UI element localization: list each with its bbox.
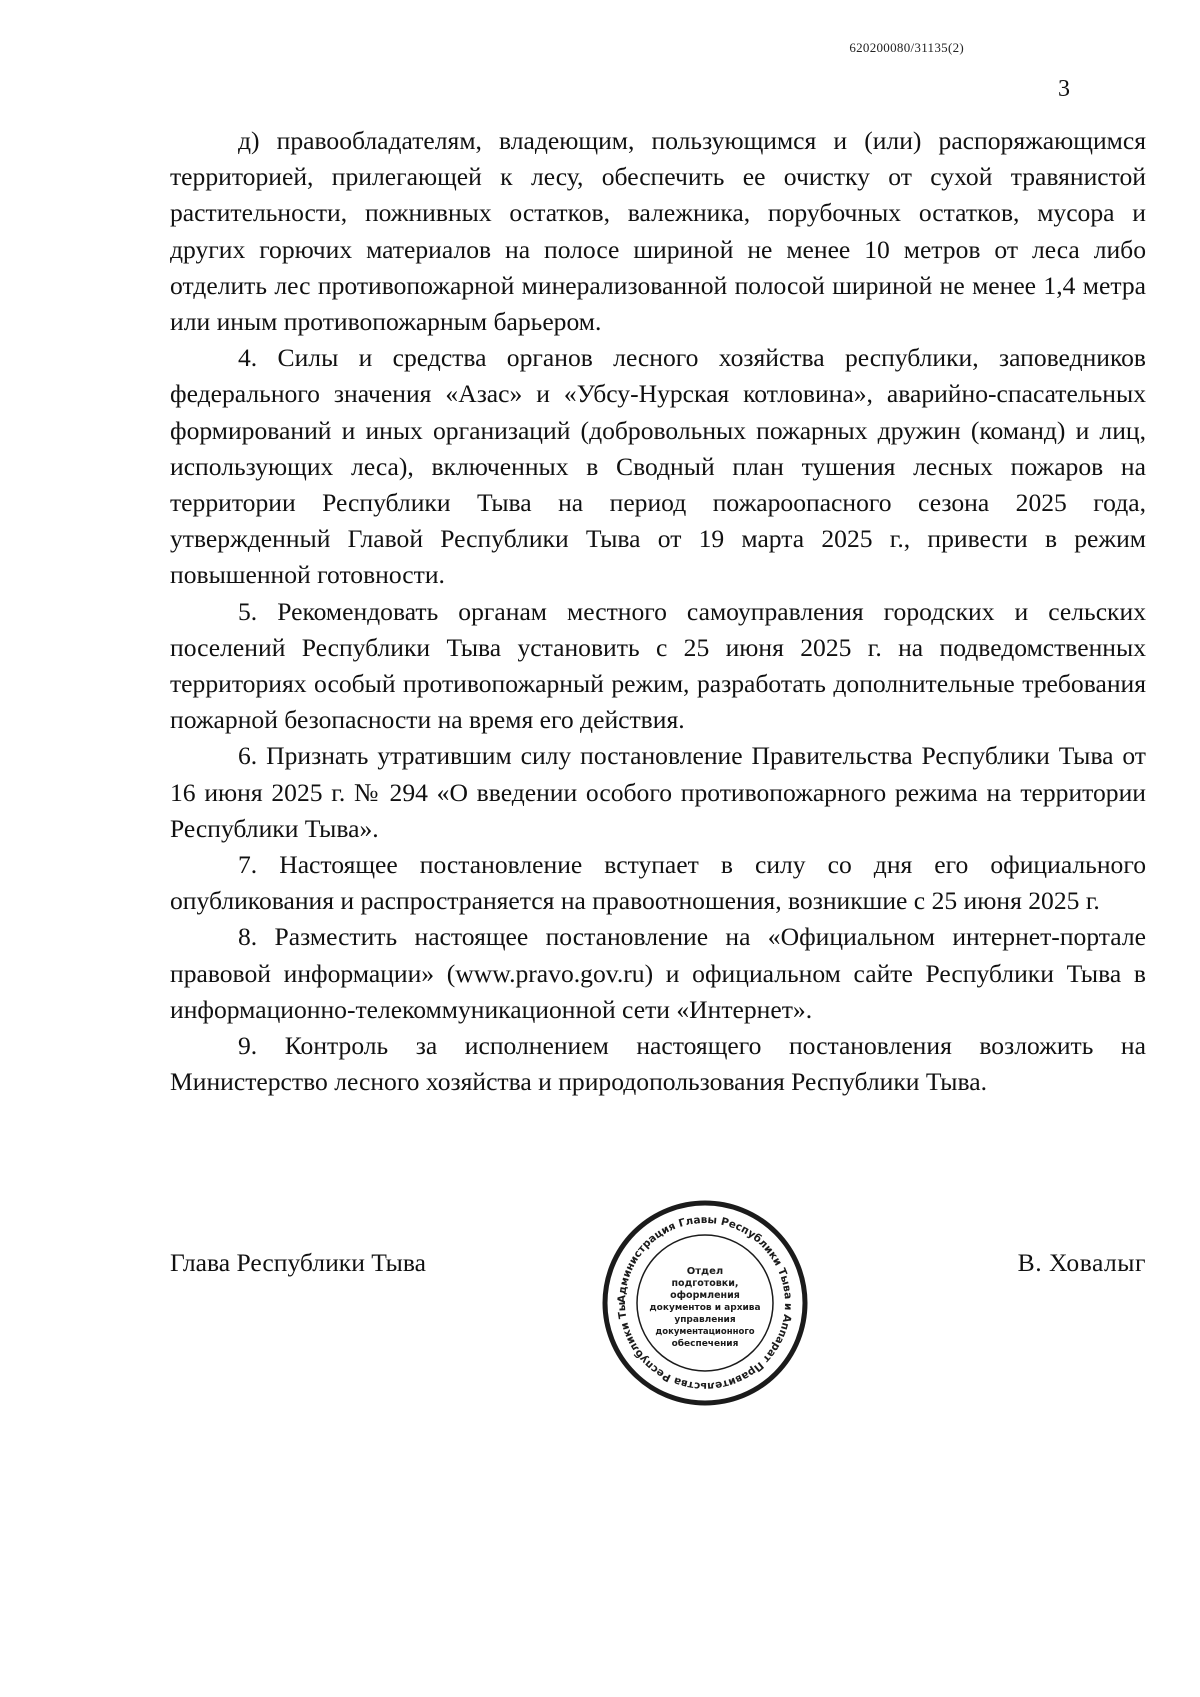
seal-line-3: оформления (670, 1290, 740, 1301)
seal-line-6: документационного (655, 1327, 755, 1337)
paragraph-7: 7. Настоящее постановление вступает в силу со дня его официального опубликования и распространяется на правоотношения, возникшие с 25 июня 2025 г. (170, 850, 1146, 916)
paragraph-6: 6. Признать утратившим силу постановление Правительства Республики Тыва от 16 июня 2025 г. № 294 «О введении особого противопожарного режима на территории Республики Тыва». (170, 741, 1146, 843)
seal-line-4: документов и архива (649, 1303, 761, 1313)
paragraph-9: 9. Контроль за исполнением настоящего постановления возложить на Министерство лесного хозяйства и природопользования Республики Тыва. (170, 1031, 1146, 1097)
document-id: 620200080/31135(2) (849, 40, 964, 55)
signatory-name: В. Ховалыг (1017, 1248, 1146, 1277)
seal-ring-text: Администрация Главы Республики Тыва и Аппарат Правительства Республики Ты (615, 1213, 795, 1393)
seal-line-1: Отдел (686, 1266, 724, 1277)
paragraph-5: 5. Рекомендовать органам местного самоуправления городских и сельских поселений Республики Тыва установить с 25 июня 2025 г. на подведомственных территориях особый противопожарный режим, разработать дополнительные требования пожарной безопасности на время его действия. (170, 596, 1146, 735)
seal-line-2: подготовки, (671, 1278, 739, 1289)
paragraph-8: 8. Разместить настоящее постановление на «Официальном интернет-портале правовой информации» (www.pravo.gov.ru) и официальном сайте Республики Тыва в информационно-телекоммуникационной сети «Интернет». (170, 922, 1146, 1024)
document-body (170, 123, 1146, 1100)
paragraph-4: 4. Силы и средства органов лесного хозяйства республики, заповедников федерального значения «Азас» и «Убсу-Нурская котловина», аварийно-спасательных формирований и иных организаций (добровольных пожарных дружин (команд) и лиц, использующих леса), включенных в Сводный план тушения лесных пожаров на территории Республики Тыва на период пожароопасного сезона 2025 года, утвержденный Главой Республики Тыва от 19 марта 2025 г., привести в режим повышенной готовности. (170, 343, 1146, 590)
signatory-position: Глава Республики Тыва (170, 1248, 426, 1277)
page-number: 3 (1058, 76, 1070, 102)
paragraph-3d: д) правообладателям, владеющим, пользующимся и (или) распоряжающимся территорией, прилегающей к лесу, обеспечить ее очистку от сухой травянистой растительности, пожнивных остатков, валежника, порубочных остатков, мусора и других горючих материалов на полосе шириной не менее 10 метров от леса либо отделить лес противопожарной минерализованной полосой шириной не менее 1,4 метра или иным противопожарным барьером. (170, 126, 1146, 337)
official-seal-stamp (600, 1198, 810, 1408)
seal-graphic (600, 1198, 810, 1408)
seal-line-7: обеспечения (671, 1339, 739, 1349)
seal-line-5: управления (674, 1315, 736, 1325)
